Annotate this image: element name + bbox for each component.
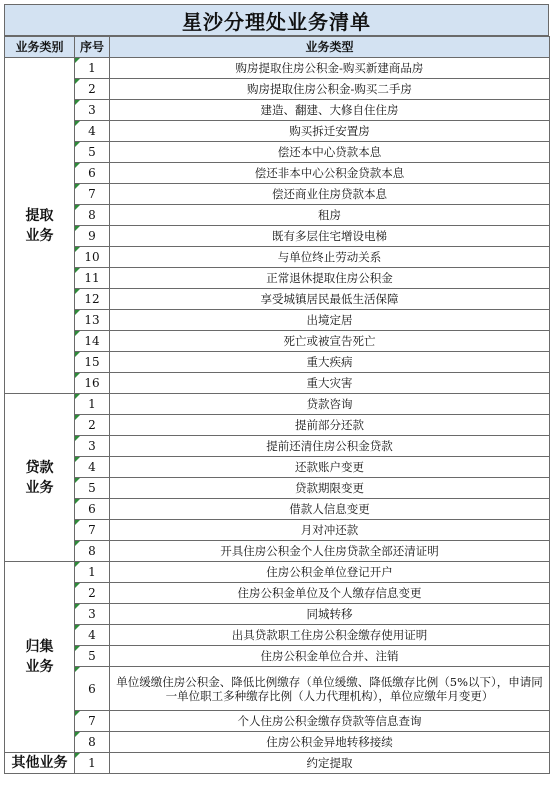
row-number: 7 [75,520,110,541]
table-row [5,247,550,268]
business-type: 正常退休提取住房公积金 [110,268,550,289]
table-row [5,415,550,436]
business-type: 提前还清住房公积金贷款 [110,436,550,457]
table-row [5,394,550,415]
table-row [5,457,550,478]
table-row [5,583,550,604]
table-row [5,352,550,373]
table-row [5,436,550,457]
category-label-line1: 归集 [25,639,54,655]
row-number: 5 [75,478,110,499]
business-type: 同城转移 [110,604,550,625]
table-row [5,667,550,711]
business-type: 月对冲还款 [110,520,550,541]
row-number: 13 [75,310,110,331]
business-type: 重大疾病 [110,352,550,373]
row-number: 4 [75,625,110,646]
business-type: 重大灾害 [110,373,550,394]
row-number: 15 [75,352,110,373]
row-number: 5 [75,142,110,163]
table-row [5,541,550,562]
category-label-line1: 贷款 [25,459,54,476]
row-number: 16 [75,373,110,394]
business-type: 住房公积金异地转移接续 [110,732,550,753]
table-row [5,184,550,205]
row-number: 3 [75,436,110,457]
category-label-line2: 业务 [25,227,54,244]
table-row [5,121,550,142]
row-number: 2 [75,79,110,100]
business-type: 偿还非本中心公积金贷款本息 [110,163,550,184]
business-type: 建造、翻建、大修自住住房 [110,100,550,121]
business-type: 购房提取住房公积金-购买二手房 [110,79,550,100]
table-row [5,625,550,646]
category-cell [5,394,75,562]
table-row [5,732,550,753]
row-number: 8 [75,732,110,753]
business-type: 租房 [110,205,550,226]
business-type: 单位缓缴住房公积金、降低比例缴存（单位缓缴、降低缴存比例（5%以下），申请同一单位职工多种缴存比例（人力代理机构），单位应缴年月变更） [110,667,550,711]
table-row [5,289,550,310]
business-type: 贷款期限变更 [110,478,550,499]
table-row [5,520,550,541]
business-type: 住房公积金单位及个人缴存信息变更 [110,583,550,604]
business-type: 贷款咨询 [110,394,550,415]
category-cell [5,753,75,774]
row-number: 1 [75,562,110,583]
row-number: 14 [75,331,110,352]
table-row [5,562,550,583]
row-number: 12 [75,289,110,310]
category-label-line2: 业务 [25,659,54,675]
business-type: 提前部分还款 [110,415,550,436]
table-body [5,58,550,774]
table-row [5,100,550,121]
business-type: 约定提取 [110,753,550,774]
category-label-line2: 业务 [25,479,54,496]
business-type: 享受城镇居民最低生活保障 [110,289,550,310]
row-number: 7 [75,711,110,732]
row-number: 1 [75,753,110,774]
row-number: 2 [75,415,110,436]
table-row [5,268,550,289]
table-row [5,58,550,79]
header-category: 业务类别 [5,37,75,58]
category-label-line1: 其他业务 [11,755,68,771]
business-type: 住房公积金单位合并、注销 [110,646,550,667]
category-cell [5,562,75,753]
table-row [5,604,550,625]
header-number: 序号 [75,37,110,58]
business-type: 开具住房公积金个人住房贷款全部还清证明 [110,541,550,562]
row-number: 11 [75,268,110,289]
table-row [5,499,550,520]
row-number: 6 [75,163,110,184]
header-type: 业务类型 [110,37,550,58]
row-number: 8 [75,205,110,226]
table-row [5,753,550,774]
table-row [5,226,550,247]
business-type: 出境定居 [110,310,550,331]
business-type: 偿还本中心贷款本息 [110,142,550,163]
business-type: 死亡或被宣告死亡 [110,331,550,352]
table-row [5,205,550,226]
row-number: 7 [75,184,110,205]
service-list-sheet [4,4,549,774]
row-number: 10 [75,247,110,268]
row-number: 3 [75,100,110,121]
row-number: 1 [75,394,110,415]
business-type: 偿还商业住房贷款本息 [110,184,550,205]
row-number: 4 [75,457,110,478]
table-row [5,142,550,163]
table-row [5,478,550,499]
business-type: 还款账户变更 [110,457,550,478]
page-title: 星沙分理处业务清单 [4,4,549,36]
row-number: 6 [75,667,110,711]
table-row [5,373,550,394]
row-number: 3 [75,604,110,625]
business-type: 与单位终止劳动关系 [110,247,550,268]
table-row [5,310,550,331]
business-type: 借款人信息变更 [110,499,550,520]
table-row [5,646,550,667]
business-type: 购房提取住房公积金-购买新建商品房 [110,58,550,79]
business-type: 个人住房公积金缴存贷款等信息查询 [110,711,550,732]
row-number: 1 [75,58,110,79]
business-type: 购买拆迁安置房 [110,121,550,142]
business-type: 出具贷款职工住房公积金缴存使用证明 [110,625,550,646]
row-number: 6 [75,499,110,520]
table-row [5,163,550,184]
service-table [4,36,550,774]
row-number: 9 [75,226,110,247]
row-number: 5 [75,646,110,667]
header-row [5,37,550,58]
row-number: 8 [75,541,110,562]
table-row [5,711,550,732]
table-row [5,331,550,352]
business-type: 住房公积金单位登记开户 [110,562,550,583]
business-type: 既有多层住宅增设电梯 [110,226,550,247]
table-row [5,79,550,100]
row-number: 4 [75,121,110,142]
category-label-line1: 提取 [25,207,54,224]
row-number: 2 [75,583,110,604]
category-cell [5,58,75,394]
